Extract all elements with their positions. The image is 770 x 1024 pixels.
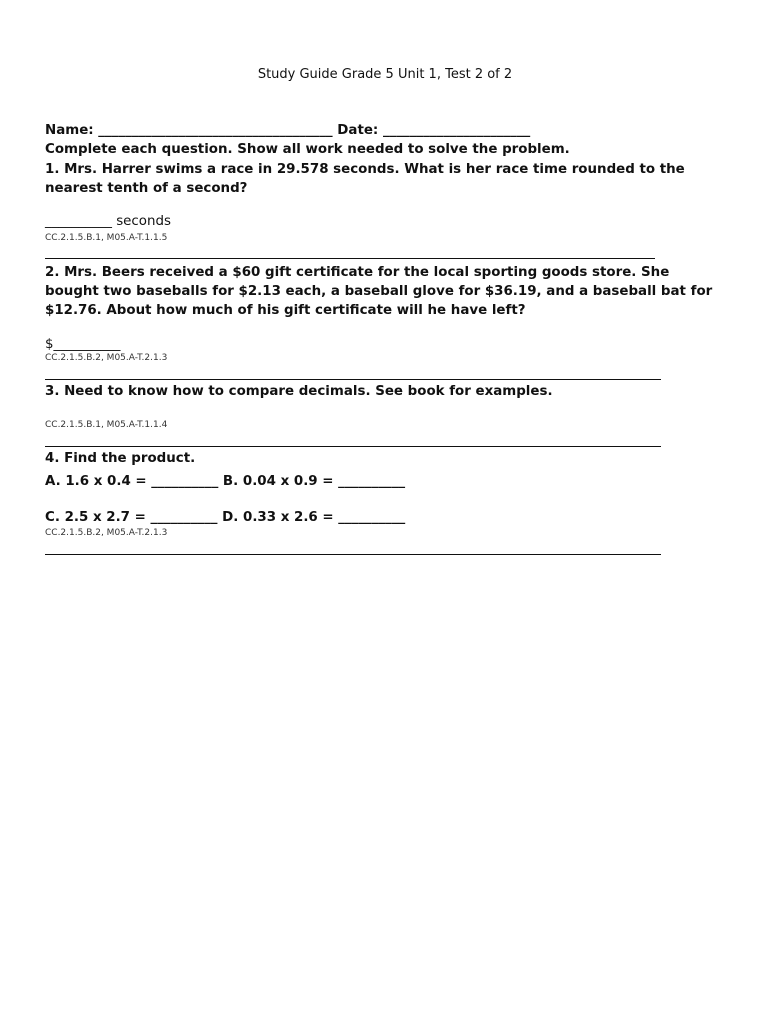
question-2-standard-code: CC.2.1.5.B.2, M05.A-T.2.1.3 — [45, 353, 168, 363]
question-2-text: 2. Mrs. Beers received a $60 gift certificate for the local sporting goods store. She bought two baseballs for $2.13 each, a baseball glove for $36.19, and a baseball bat for $12.76. About how much of his gift certificate will he have left? — [45, 265, 713, 318]
question-4-row-cd: C. 2.5 x 2.7 = __________ D. 0.33 x 2.6 = __________ — [45, 510, 406, 525]
question-2-answer-blank: $__________ — [45, 337, 121, 352]
question-4-text: 4. Find the product. — [45, 451, 196, 466]
page-title: Study Guide Grade 5 Unit 1, Test 2 of 2 — [257, 67, 513, 82]
name-date-line: Name: ___________________________________ Date: ______________________ — [45, 123, 531, 138]
question-1-standard-code: CC.2.1.5.B.1, M05.A-T.1.1.5 — [45, 233, 168, 243]
divider-2 — [45, 379, 661, 380]
question-3-standard-code: CC.2.1.5.B.1, M05.A-T.1.1.4 — [45, 420, 168, 430]
question-1-answer-blank: __________ seconds — [45, 214, 171, 229]
divider-3 — [45, 446, 661, 447]
question-4-standard-code: CC.2.1.5.B.2, M05.A-T.2.1.3 — [45, 528, 168, 538]
question-1-text: 1. Mrs. Harrer swims a race in 29.578 seconds. What is her race time rounded to the nearest tenth of a second? — [45, 162, 685, 196]
instructions: Complete each question. Show all work needed to solve the problem. — [45, 142, 570, 157]
divider-1 — [45, 258, 655, 259]
question-4-row-ab: A. 1.6 x 0.4 = __________ B. 0.04 x 0.9 = __________ — [45, 474, 406, 489]
divider-4 — [45, 554, 661, 555]
question-3-text: 3. Need to know how to compare decimals. See book for examples. — [45, 384, 553, 399]
